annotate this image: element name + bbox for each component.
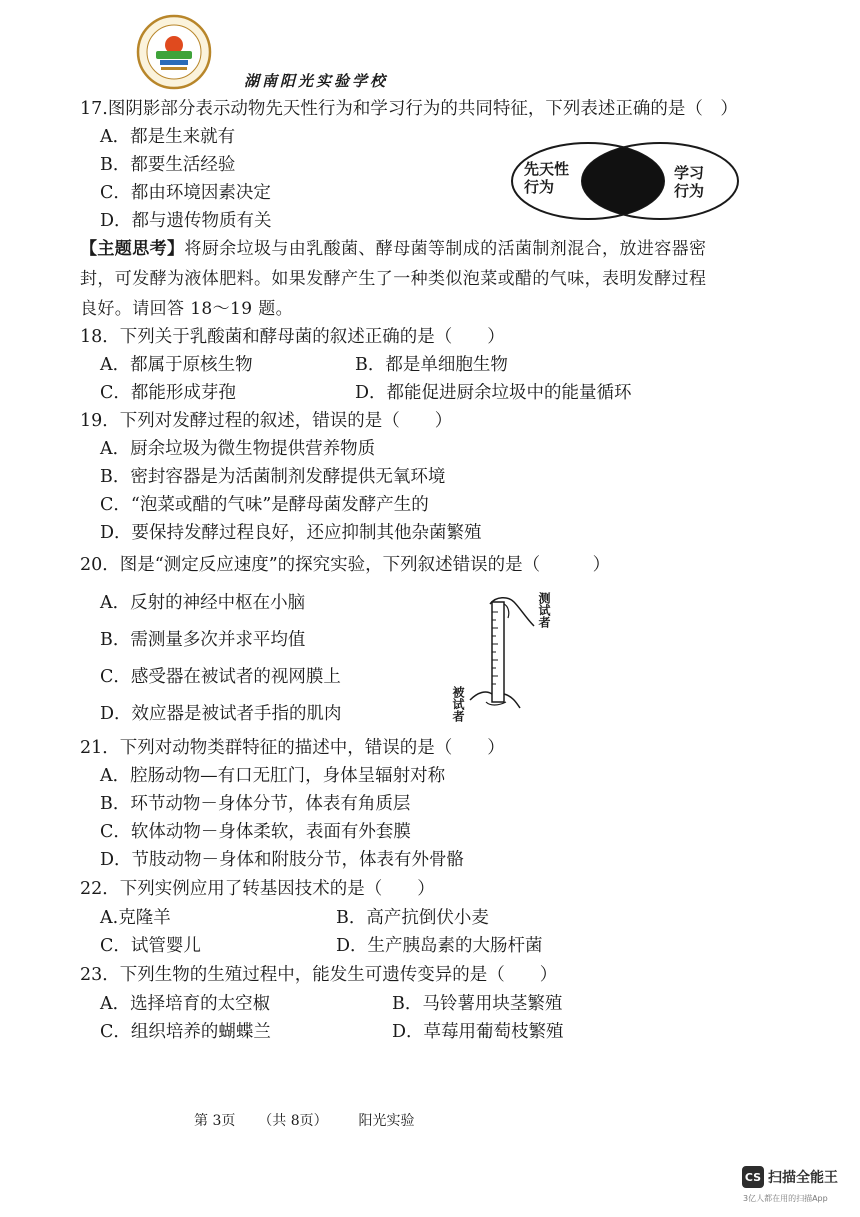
q21-option-d: D．节肢动物－身体和附肢分节，体表有外骨骼	[100, 850, 465, 870]
venn-left-label: 先天性 行为	[524, 160, 570, 196]
footer-school: 阳光实验	[358, 1113, 415, 1129]
q17-stem: 17.图阴影部分表示动物先天性行为和学习行为的共同特征，下列表述正确的是（ ）	[80, 99, 738, 119]
topic-text-1: 将厨余垃圾与由乳酸菌、酵母菌等制成的活菌制剂混合，放进容器密	[184, 239, 707, 259]
q22-option-a: A.克隆羊	[100, 908, 171, 928]
q22-stem: 22．下列实例应用了转基因技术的是（ ）	[80, 879, 435, 899]
q18-option-c: C．都能形成芽孢	[100, 383, 236, 403]
footer-page: 第 3页	[194, 1113, 236, 1129]
scanner-app-name: 扫描全能王	[768, 1170, 838, 1186]
q17-option-c: C．都由环境因素决定	[100, 183, 271, 203]
q17-option-a: A．都是生来就有	[100, 127, 236, 147]
topic-line-2: 封，可发酵为液体肥料。如果发酵产生了一种类似泡菜或醋的气味，表明发酵过程	[80, 269, 707, 289]
footer	[194, 1110, 415, 1130]
footer-total: （共 8页）	[258, 1113, 328, 1129]
q23-option-c: C．组织培养的蝴蝶兰	[100, 1022, 271, 1042]
q19-option-d: D．要保持发酵过程良好，还应抑制其他杂菌繁殖	[100, 523, 482, 543]
q21-option-c: C．软体动物－身体柔软，表面有外套膜	[100, 822, 411, 842]
topic-label: 【主题思考】	[80, 239, 185, 259]
q23-stem: 23．下列生物的生殖过程中，能发生可遗传变异的是（ ）	[80, 965, 558, 985]
q17-option-d: D．都与遗传物质有关	[100, 211, 272, 231]
topic-line-1	[80, 237, 706, 261]
school-logo	[136, 14, 212, 90]
cs-logo-icon: CS	[742, 1166, 764, 1188]
topic-line-3: 良好。请回答 18～19 题。	[80, 299, 294, 319]
q18-option-d: D．都能促进厨余垃圾中的能量循环	[355, 383, 632, 403]
q17-option-b: B．都要生活经验	[100, 155, 236, 175]
q22-option-d: D．生产胰岛素的大肠杆菌	[336, 936, 543, 956]
label-subject: 被试者	[451, 686, 465, 722]
q20-option-d: D．效应器是被试者手指的肌肉	[100, 704, 342, 724]
scanner-watermark	[742, 1166, 838, 1188]
q23-option-b: B．马铃薯用块茎繁殖	[392, 994, 563, 1014]
q23-option-a: A．选择培育的太空椒	[100, 994, 271, 1014]
venn-right-label: 学习 行为	[674, 164, 705, 200]
q23-option-d: D．草莓用葡萄枝繁殖	[392, 1022, 564, 1042]
scanner-tagline: 3亿人都在用的扫描App	[743, 1194, 828, 1203]
q18-option-a: A．都属于原核生物	[100, 355, 253, 375]
q18-option-b: B．都是单细胞生物	[355, 355, 508, 375]
ruler-illustration	[450, 590, 550, 720]
q19-option-a: A．厨余垃圾为微生物提供营养物质	[100, 439, 376, 459]
q20-option-c: C．感受器在被试者的视网膜上	[100, 667, 341, 687]
q21-stem: 21．下列对动物类群特征的描述中，错误的是（ ）	[80, 738, 505, 758]
school-name: 湖南阳光实验学校	[244, 72, 389, 90]
q20-option-a: A．反射的神经中枢在小脑	[100, 593, 306, 613]
q19-option-c: C．“泡菜或醋的气味”是酵母菌发酵产生的	[100, 495, 429, 515]
q22-option-c: C．试管婴儿	[100, 936, 201, 956]
q21-option-b: B．环节动物－身体分节，体表有角质层	[100, 794, 411, 814]
q19-option-b: B．密封容器是为活菌制剂发酵提供无氧环境	[100, 467, 446, 487]
q22-option-b: B．高产抗倒伏小麦	[336, 908, 489, 928]
label-tester: 测试者	[537, 592, 551, 628]
q21-option-a: A．腔肠动物—有口无肛门，身体呈辐射对称	[100, 766, 446, 786]
q20-stem: 20．图是“测定反应速度”的探究实验，下列叙述错误的是（ ）	[80, 555, 611, 575]
q19-stem: 19．下列对发酵过程的叙述，错误的是（ ）	[80, 411, 453, 431]
q20-option-b: B．需测量多次并求平均值	[100, 630, 306, 650]
q18-stem: 18．下列关于乳酸菌和酵母菌的叙述正确的是（ ）	[80, 327, 505, 347]
